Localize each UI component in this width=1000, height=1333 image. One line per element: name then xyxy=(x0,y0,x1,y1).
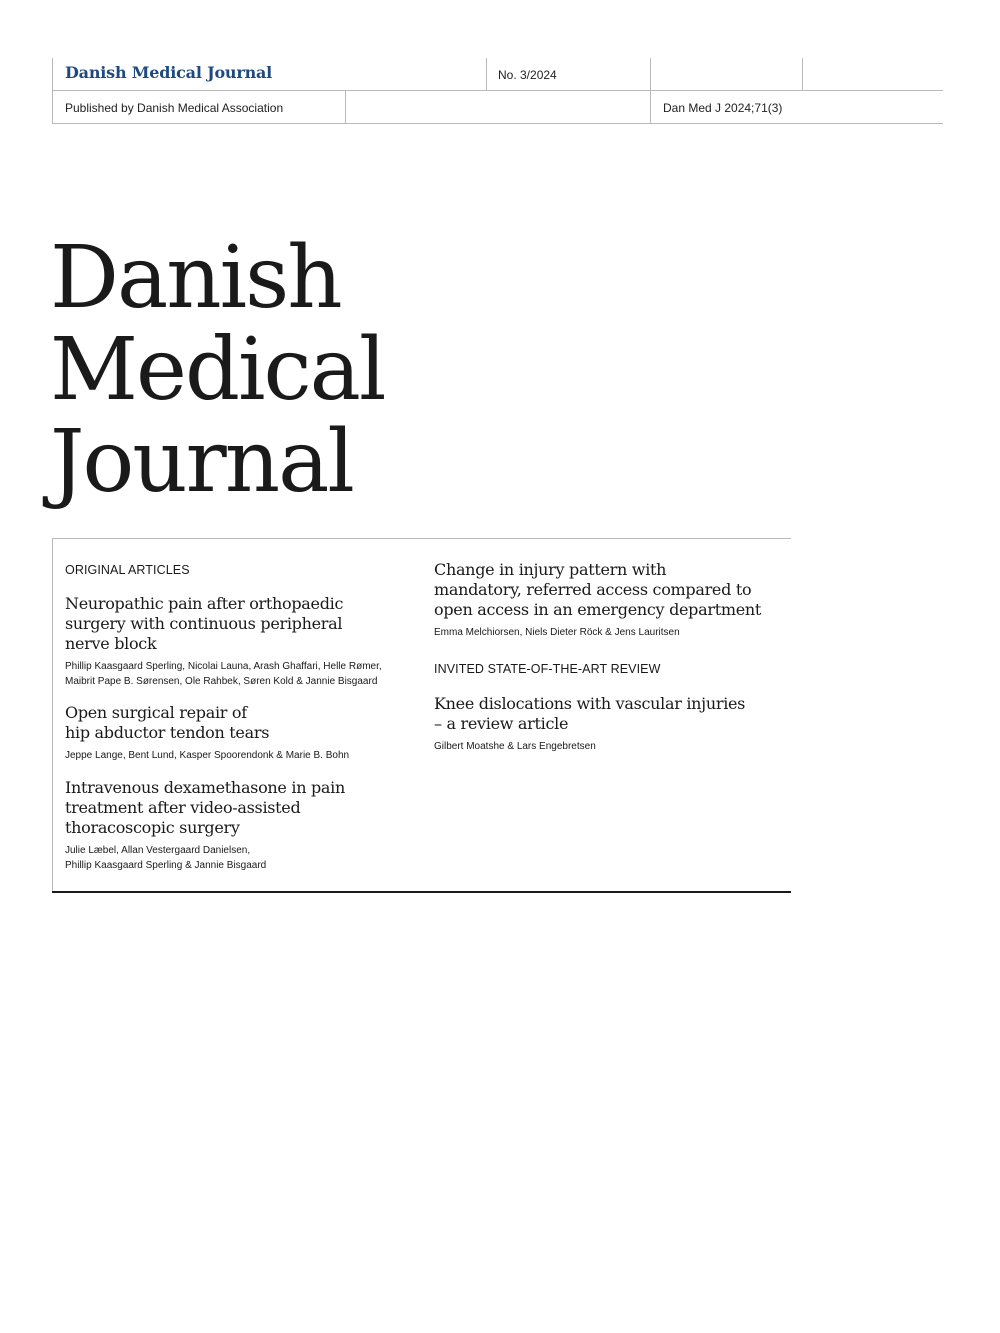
section-label-invited-review: INVITED STATE-OF-THE-ART REVIEW xyxy=(434,662,661,676)
header-hline-middle xyxy=(52,90,943,91)
section-label-original-articles: ORIGINAL ARTICLES xyxy=(65,563,190,577)
article-dexamethasone[interactable] xyxy=(65,778,425,873)
header-vline-col4 xyxy=(802,58,803,90)
article-authors: Gilbert Moatshe & Lars Engebretsen xyxy=(434,741,596,752)
article-hip-abductor[interactable] xyxy=(65,703,425,763)
header-vline-publisher xyxy=(345,90,346,124)
article-title[interactable]: Knee dislocations with vascular injuries – a review article xyxy=(434,694,746,733)
toc-top-rule xyxy=(53,538,791,539)
masthead-line-3: Journal xyxy=(50,412,353,512)
masthead-title xyxy=(50,228,385,512)
header-hline-bottom xyxy=(52,123,943,124)
header-vline-left xyxy=(52,58,53,124)
header-vline-issue xyxy=(486,58,487,90)
header-vline-col3 xyxy=(650,58,651,124)
article-authors: Jeppe Lange, Bent Lund, Kasper Spoorendonk & Marie B. Bohn xyxy=(65,750,350,761)
toc-bottom-rule xyxy=(52,891,791,893)
article-injury-pattern[interactable] xyxy=(434,560,794,640)
article-title[interactable]: Change in injury pattern with mandatory, referred access compared to open access in an emergency department xyxy=(434,560,762,619)
article-authors: Phillip Kaasgaard Sperling, Nicolai Launa, Arash Ghaffari, Helle Rømer, Maibrit Pape B. Sørensen, Ole Rahbek, Søren Kold & Jannie Bisgaard xyxy=(65,661,382,687)
article-title[interactable]: Intravenous dexamethasone in pain treatment after video-assisted thoracoscopic surgery xyxy=(65,778,345,837)
toc-left-rule xyxy=(52,538,53,893)
publisher-line: Published by Danish Medical Association xyxy=(65,101,284,115)
citation: Dan Med J 2024;71(3) xyxy=(663,101,783,115)
article-authors: Julie Læbel, Allan Vestergaard Danielsen, Phillip Kaasgaard Sperling & Jannie Bisgaard xyxy=(65,845,267,871)
journal-name-header: Danish Medical Journal xyxy=(65,63,273,82)
article-knee-dislocations[interactable] xyxy=(434,694,794,754)
article-authors: Emma Melchiorsen, Niels Dieter Röck & Jens Lauritsen xyxy=(434,627,680,638)
article-title[interactable]: Neuropathic pain after orthopaedic surgery with continuous peripheral nerve block xyxy=(65,594,344,653)
masthead-line-2: Medical xyxy=(50,320,385,420)
article-neuropathic-pain[interactable] xyxy=(65,594,425,689)
issue-number: No. 3/2024 xyxy=(498,68,557,82)
masthead-line-1: Danish xyxy=(50,228,341,328)
article-title[interactable]: Open surgical repair of hip abductor tendon tears xyxy=(65,703,270,742)
